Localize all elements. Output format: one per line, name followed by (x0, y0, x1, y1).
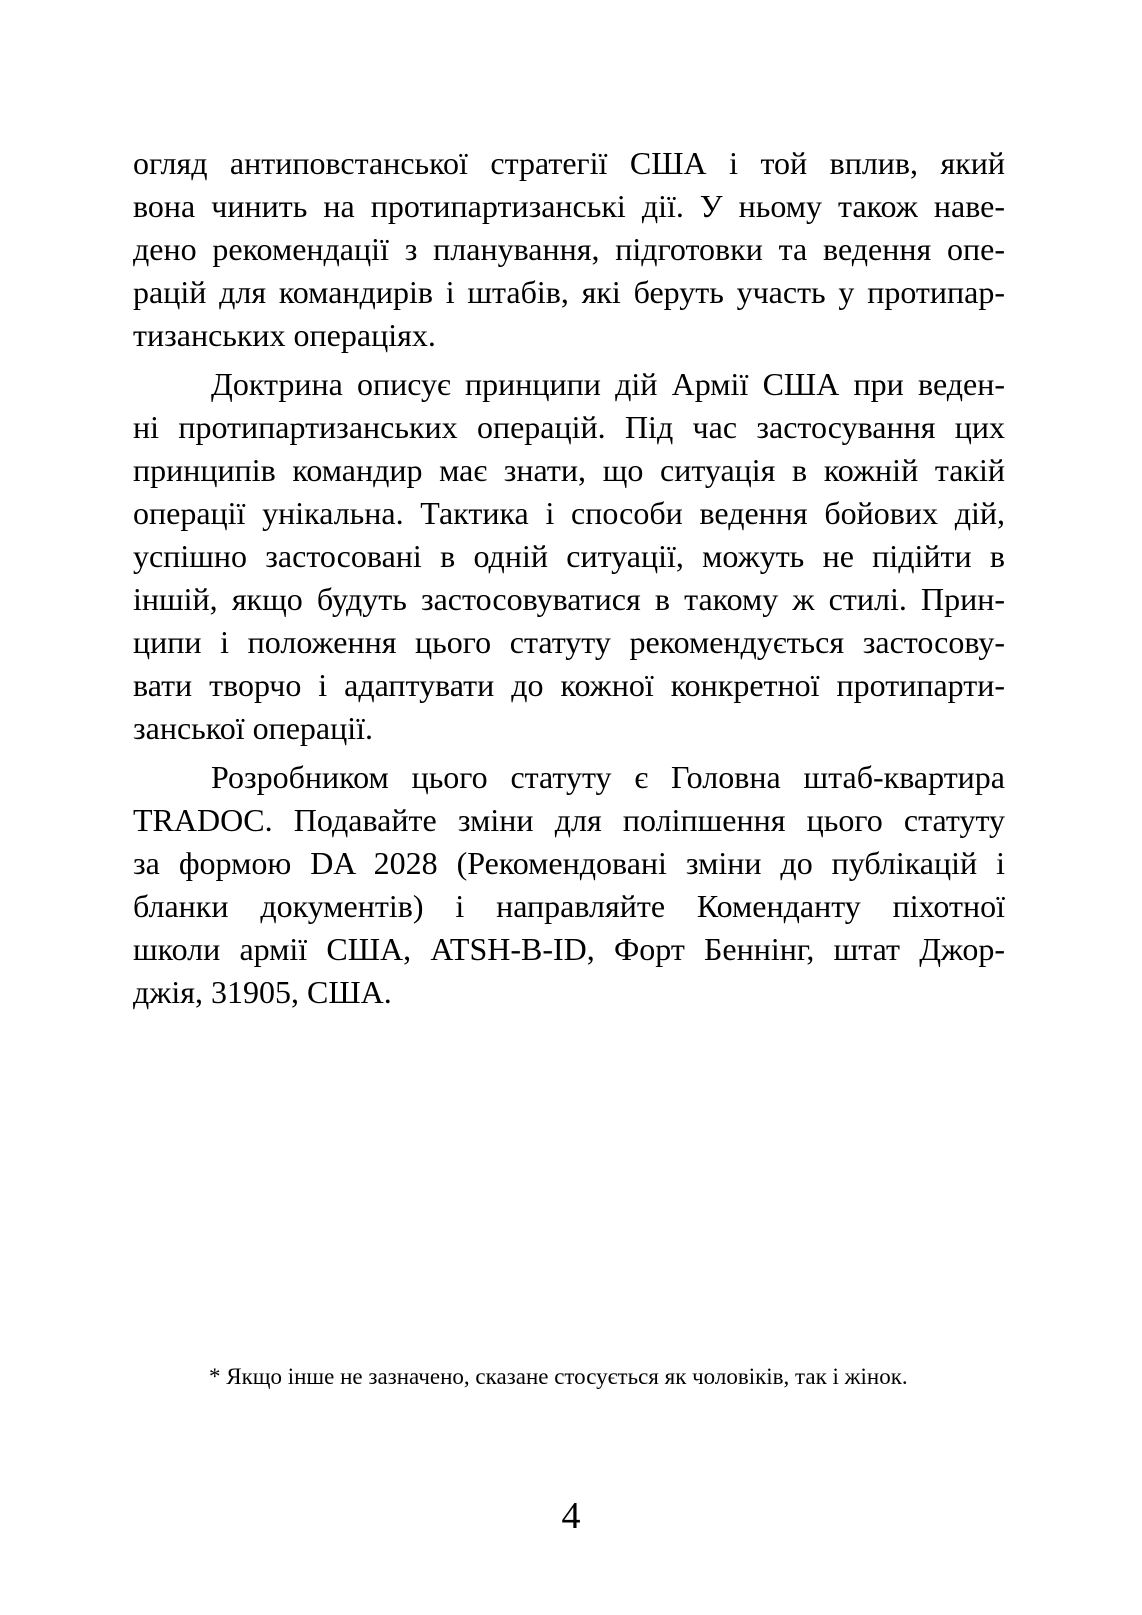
paragraph (133, 363, 1005, 750)
text-line: успішно застосовані в одній ситуації, можуть не підійти в (133, 538, 1005, 574)
text-line: рацій для командирів і штабів, які беруть участь у протипар- (133, 274, 1005, 310)
page-body (133, 142, 1005, 1020)
text-line: Розробником цього статуту є Головна штаб-квартира (211, 759, 1005, 795)
text-line: вати творчо і адаптувати до кожної конкретної протипарти- (133, 667, 1005, 703)
paragraph (133, 142, 1005, 357)
text-line: Доктрина описує принципи дій Армії США при веден- (211, 366, 1005, 402)
text-line: іншій, якщо будуть застосовуватися в такому ж стилі. Прин- (133, 581, 1005, 617)
text-line: вона чинить на протипартизанські дії. У ньому також наве- (133, 188, 1005, 224)
text-line: бланки документів) і направляйте Коменданту піхотної (133, 888, 1005, 924)
text-line: огляд антиповстанської стратегії США і той вплив, який (133, 145, 1005, 181)
text-line: ципи і положення цього статуту рекомендується застосову- (133, 624, 1005, 660)
text-line: джія, 31905, США. (133, 974, 392, 1010)
text-line: тизанських операціях. (133, 317, 436, 353)
page-number: 4 (561, 1495, 581, 1537)
text-line: TRADOC. Подавайте зміни для поліпшення цього статуту (133, 802, 1005, 838)
text-line: занської операції. (133, 710, 374, 746)
text-line: ні протипартизанських операцій. Під час застосування цих (133, 409, 1005, 445)
footnote: * Якщо інше не зазначено, сказане стосується як чоловіків, так і жінок. (209, 1364, 908, 1389)
text-line: школи армії США, ATSH-B-ID, Форт Беннінг, штат Джор- (133, 931, 1005, 967)
text-line: принципів командир має знати, що ситуація в кожній такій (133, 452, 1005, 488)
text-line: за формою DA 2028 (Рекомендовані зміни до публікацій і (133, 845, 1005, 881)
paragraph (133, 756, 1005, 1014)
text-line: дено рекомендації з планування, підготовки та ведення опе- (133, 231, 1005, 267)
text-line: операції унікальна. Тактика і способи ведення бойових дій, (133, 495, 1005, 531)
